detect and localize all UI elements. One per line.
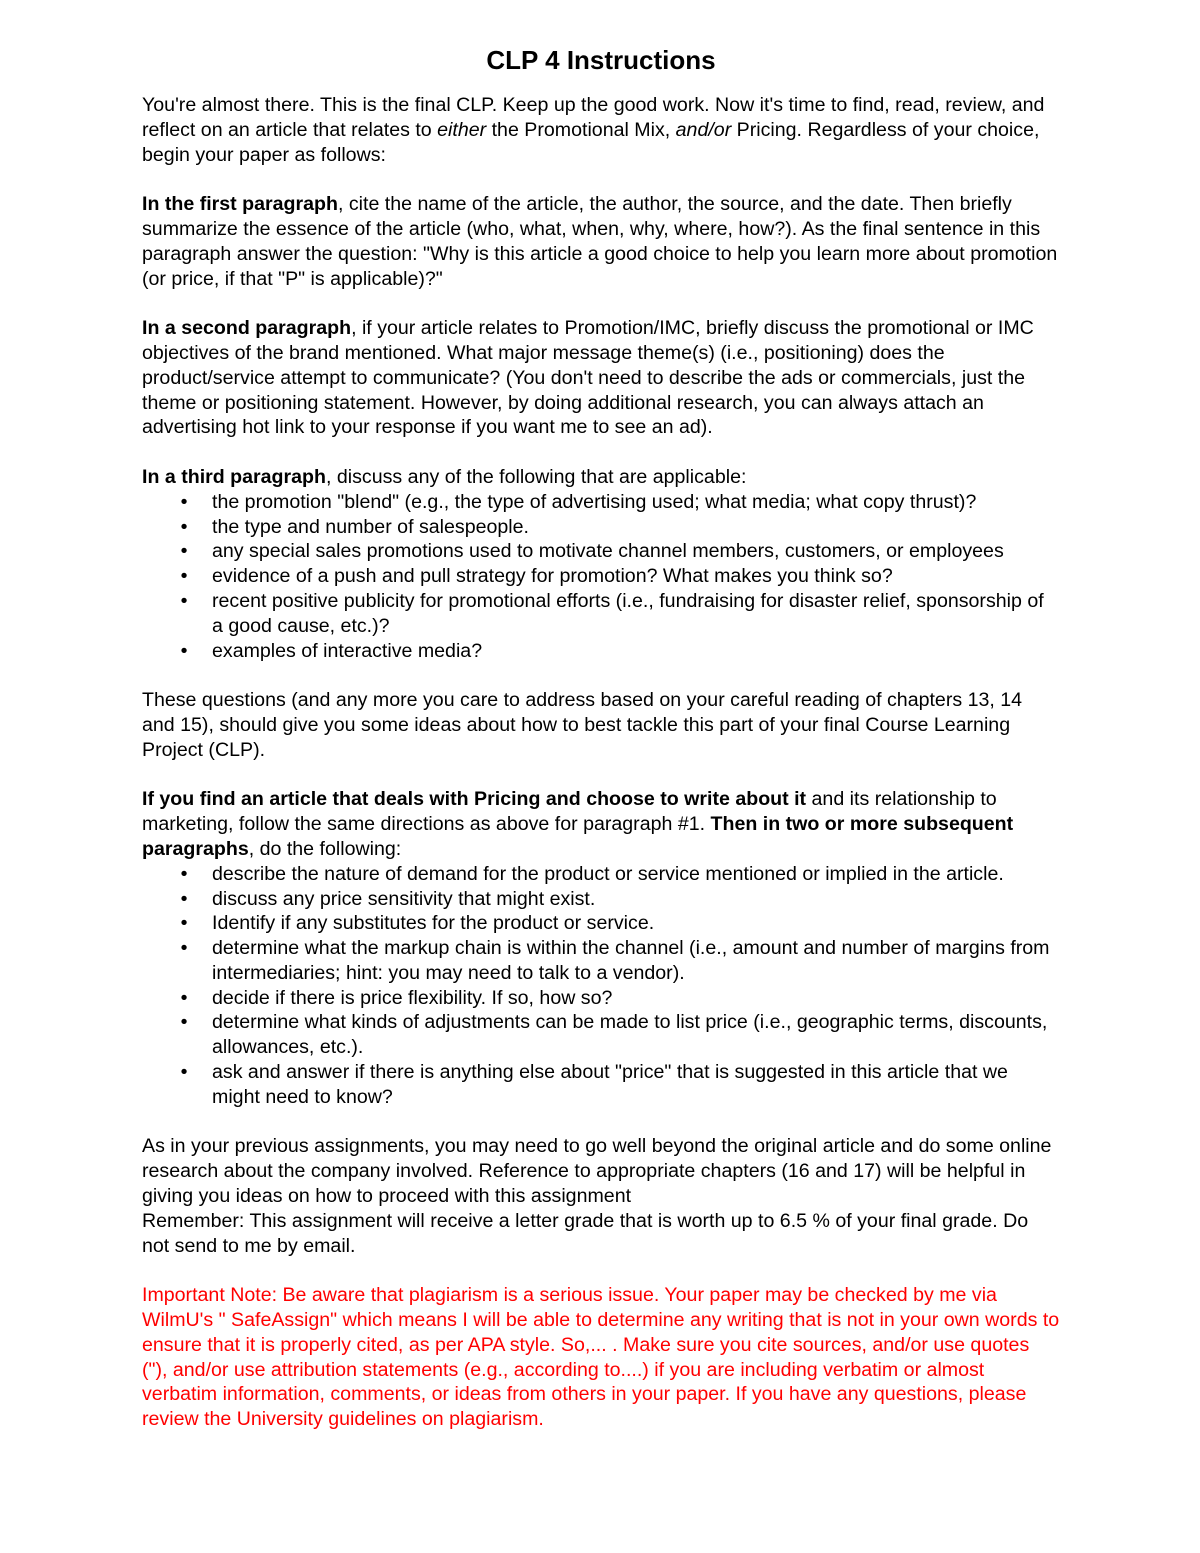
list-item: • recent positive publicity for promotional efforts (i.e., fundraising for disaster relief, sponsorship of a good cause, etc.)?	[142, 589, 1060, 639]
plagiarism-note: Important Note: Be aware that plagiarism is a serious issue. Your paper may be checked by me via WilmU's " SafeAssign" which means I will be able to determine any writing that is not in your own words to ensure that it is properly cited, as per APA style. So,... . Make sure you cite sources, and/or use quotes ("), and/or use attribution statements (e.g., according to....) if you are including verbatim or almost verbatim information, comments, or ideas from others in your paper. If you have any questions, please review the University guidelines on plagiarism.	[142, 1284, 1060, 1431]
spacer	[142, 1258, 1060, 1283]
list-item: • ask and answer if there is anything else about "price" that is suggested in this article that we might need to know?	[142, 1060, 1060, 1110]
spacer	[142, 663, 1060, 688]
bullet-icon: •	[180, 490, 188, 513]
spacer	[142, 763, 1060, 788]
list-item: • describe the nature of demand for the product or service mentioned or implied in the article.	[142, 862, 1060, 887]
emphasis-either: either	[437, 118, 487, 141]
list-item: • determine what kinds of adjustments can be made to list price (i.e., geographic terms, discounts, allowances, etc.).	[142, 1010, 1060, 1060]
spacer	[142, 1110, 1060, 1135]
pricing-lead: If you find an article that deals with Pricing and choose to write about it	[142, 788, 807, 811]
grade-reminder: Remember: This assignment will receive a letter grade that is worth up to 6.5 % of your final grade. Do not send to me by email.	[142, 1209, 1029, 1257]
third-paragraph-lead: In a third paragraph	[142, 465, 326, 488]
bullet-icon: •	[180, 912, 188, 935]
list-item: • Identify if any substitutes for the product or service.	[142, 911, 1060, 936]
bullet-icon: •	[180, 887, 188, 910]
bullet-icon: •	[180, 639, 188, 662]
questions-note: These questions (and any more you care to address based on your careful reading of chapters 13, 14 and 15), should give you some ideas about how to best tackle this part of your final Course Learning Project (CLP).	[142, 689, 1023, 761]
second-paragraph-lead: In a second paragraph	[142, 317, 352, 340]
bullet-icon: •	[180, 1061, 188, 1084]
bullet-icon: •	[180, 862, 188, 885]
pricing-instructions: If you find an article that deals with Pricing and choose to write about it and its relationship to marketing, follow the same directions as above for paragraph #1. Then in two or more subsequent paragraphs, do the following:	[142, 788, 1014, 860]
bullet-icon: •	[180, 515, 188, 538]
bullet-icon: •	[180, 986, 188, 1009]
page-title: CLP 4 Instructions	[486, 45, 716, 75]
list-item: • evidence of a push and pull strategy for promotion? What makes you think so?	[142, 564, 1060, 589]
third-paragraph-instructions: In a third paragraph, discuss any of the following that are applicable:	[142, 465, 747, 488]
list-item: • the promotion "blend" (e.g., the type of advertising used; what media; what copy thrust)?	[142, 490, 1060, 515]
list-item: • decide if there is price flexibility. If so, how so?	[142, 986, 1060, 1011]
emphasis-andor: and/or	[675, 118, 732, 141]
spacer	[142, 291, 1060, 316]
bullet-icon: •	[180, 540, 188, 563]
bullet-icon: •	[180, 937, 188, 960]
closing-paragraph: As in your previous assignments, you may need to go well beyond the original article and do some online research about the company involved. Reference to appropriate chapters (16 and 17) will be helpful in giving you ideas on how to proceed with this assignment	[142, 1135, 1052, 1208]
promotion-bullet-list	[142, 490, 1060, 664]
spacer	[142, 440, 1060, 465]
pricing-bullet-list	[142, 862, 1060, 1110]
bullet-icon: •	[180, 565, 188, 588]
first-paragraph-instructions: In the first paragraph, cite the name of the article, the author, the source, and the date. Then briefly summarize the essence of the article (who, what, when, why, where, how?). As the final sentence in this paragraph answer the question: "Why is this article a good choice to help you learn more about promotion (or price, if that "P" is applicable)?"	[142, 193, 1058, 290]
second-paragraph-instructions: In a second paragraph, if your article relates to Promotion/IMC, briefly discuss the promotional or IMC objectives of the brand mentioned. What major message theme(s) (i.e., positioning) does the product/service attempt to communicate? (You don't need to describe the ads or commercials, just the theme or positioning statement. However, by doing additional research, you can always attach an advertising hot link to your response if you want me to see an ad).	[142, 317, 1034, 439]
intro-paragraph: You're almost there. This is the final CLP. Keep up the good work. Now it's time to find, read, review, and reflect on an article that relates to either the Promotional Mix, and/or Pricing. Regardless of your choice, begin your paper as follows:	[142, 94, 1045, 166]
list-item: • any special sales promotions used to motivate channel members, customers, or employees	[142, 539, 1060, 564]
spacer	[142, 167, 1060, 192]
bullet-icon: •	[180, 589, 188, 612]
bullet-icon: •	[180, 1011, 188, 1034]
pricing-lead-2: Then in two or more subsequent paragraphs	[142, 813, 1014, 860]
first-paragraph-lead: In the first paragraph	[142, 193, 338, 216]
list-item: • discuss any price sensitivity that might exist.	[142, 887, 1060, 912]
list-item: • the type and number of salespeople.	[142, 515, 1060, 540]
list-item: • determine what the markup chain is within the channel (i.e., amount and number of margins from intermediaries; hint: you may need to talk to a vendor).	[142, 936, 1060, 986]
list-item: • examples of interactive media?	[142, 639, 1060, 664]
